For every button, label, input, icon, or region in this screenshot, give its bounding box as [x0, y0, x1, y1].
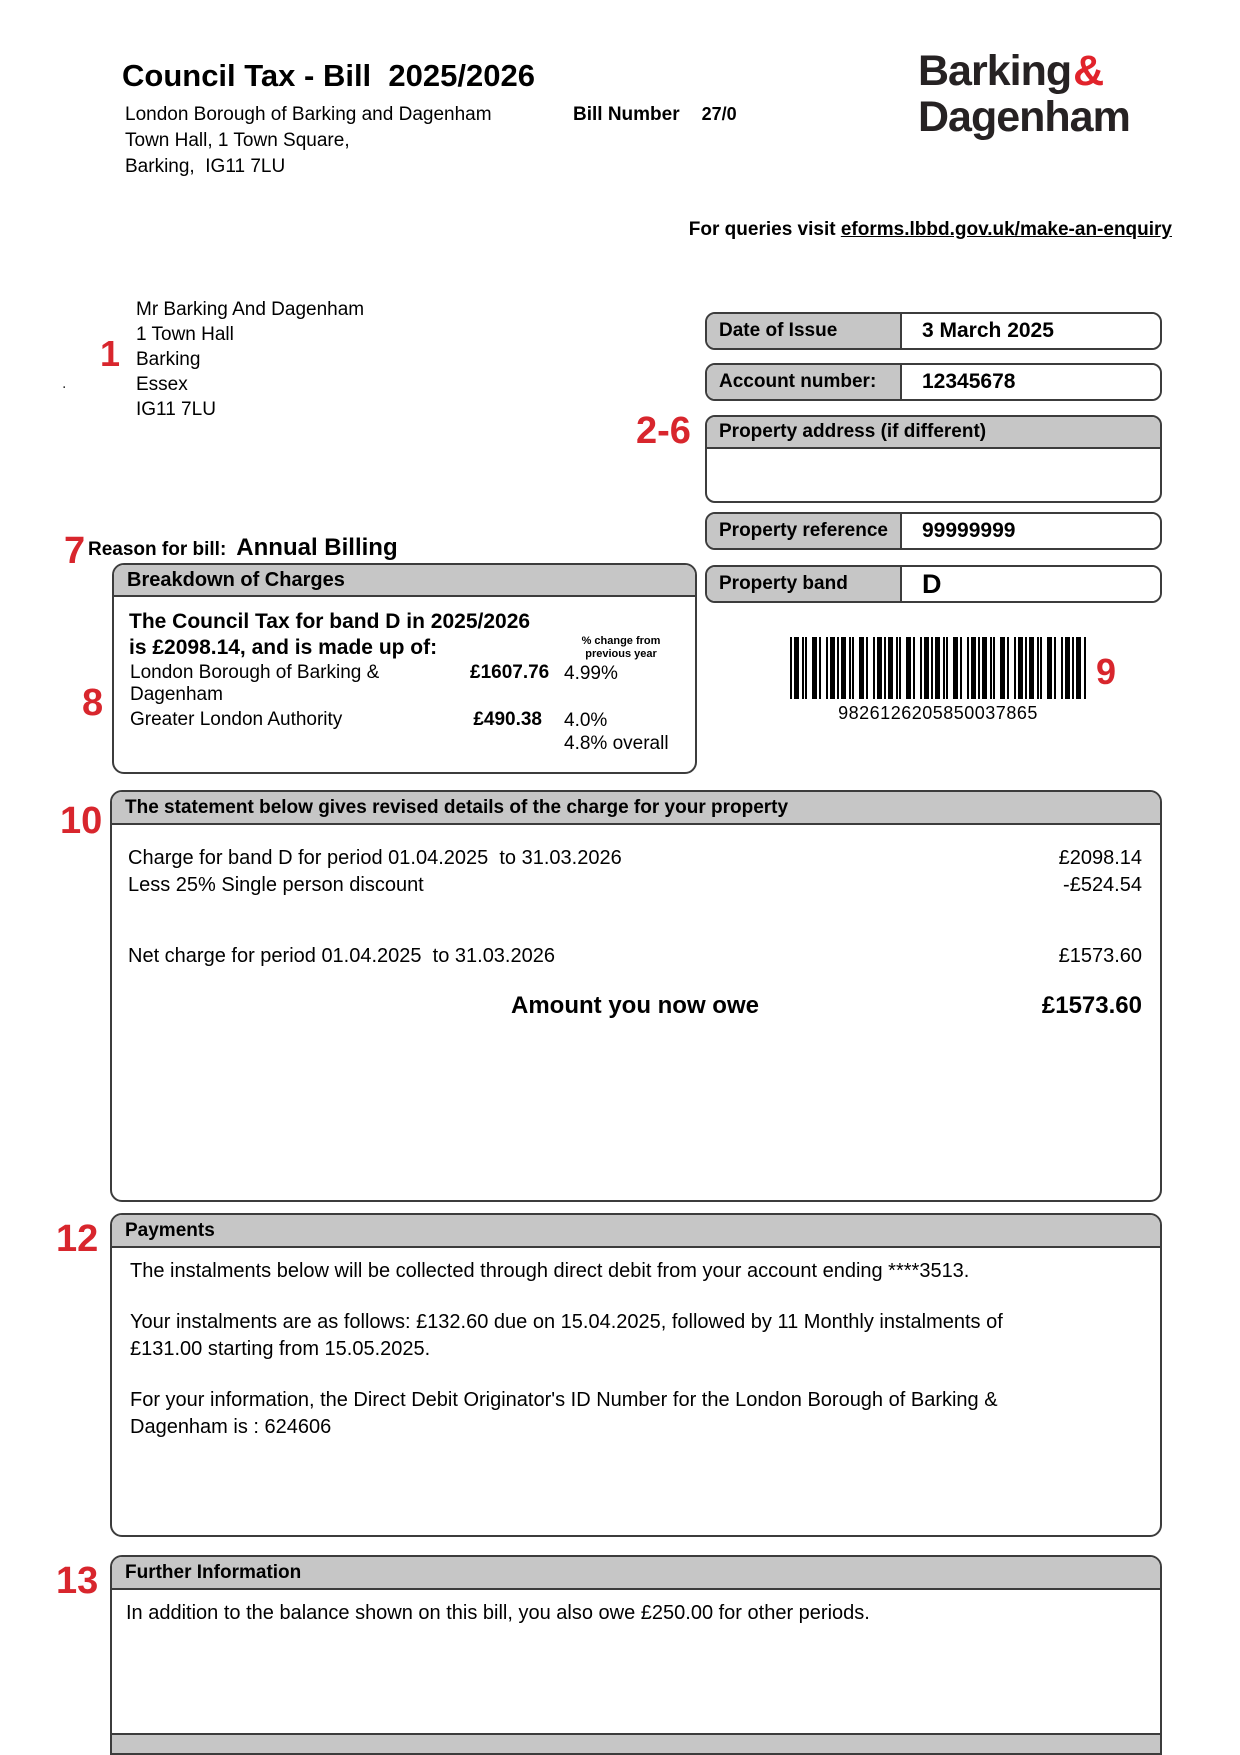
account-number-value: 12345678 — [902, 365, 1160, 399]
logo-word2: Dagenham — [918, 93, 1130, 141]
account-number-label: Account number: — [707, 365, 902, 399]
property-band-row — [705, 565, 1162, 603]
charge-name: Greater London Authority — [130, 709, 343, 730]
account-number-row — [705, 363, 1162, 401]
annotation-2-6: 2-6 — [636, 410, 691, 452]
recipient-line: Mr Barking And Dagenham — [136, 299, 365, 320]
amount-owed-value: £1573.60 — [1041, 992, 1142, 1019]
payments-paragraph: Your instalments are as follows: £132.60 due on 15.04.2025, followed by 11 Monthly instalments of £131.00 starting from 15.05.2025. — [130, 1311, 1003, 1360]
charge-pct-change: 4.99% — [564, 663, 618, 684]
date-of-issue-value: 3 March 2025 — [902, 314, 1160, 348]
council-address — [125, 102, 492, 180]
amount-owed-label: Amount you now owe — [511, 992, 759, 1019]
further-information-header: Further Information — [112, 1557, 1160, 1590]
statement-box — [110, 790, 1162, 1202]
annotation-1: 1 — [100, 333, 121, 374]
annotation-10: 10 — [60, 800, 103, 842]
breakdown-intro-line1: The Council Tax for band D in 2025/2026 — [129, 610, 531, 633]
reason-value: Annual Billing — [236, 534, 398, 561]
further-information-text: In addition to the balance shown on this bill, you also owe £250.00 for other periods. — [126, 1602, 870, 1624]
pct-change-column-header: % change from previous year — [581, 635, 661, 660]
council-address-line: Town Hall, 1 Town Square, — [125, 130, 350, 151]
bill-number-value: 27/0 — [701, 104, 737, 124]
further-information-box — [110, 1555, 1162, 1755]
stray-dot: . — [62, 375, 67, 392]
payments-header: Payments — [112, 1215, 1160, 1248]
annotation-8: 8 — [82, 682, 104, 724]
property-address-label: Property address (if different) — [707, 417, 1160, 449]
annotation-7: 7 — [64, 530, 86, 572]
statement-row-label: Charge for band D for period 01.04.2025 to 31.03.2026 — [128, 847, 622, 869]
property-band-value: D — [902, 567, 1160, 601]
statement-row-amount: -£524.54 — [1063, 874, 1142, 896]
statement-row-label: Net charge for period 01.04.2025 to 31.03.2026 — [128, 945, 555, 967]
logo-word1: Barking — [918, 47, 1072, 95]
annotation-12: 12 — [56, 1218, 99, 1260]
payments-body — [112, 1248, 1160, 1441]
breakdown-intro — [129, 609, 530, 661]
statement-row — [128, 874, 1142, 897]
recipient-line: IG11 7LU — [136, 399, 216, 420]
reason-for-bill — [88, 534, 398, 562]
recipient-line: Essex — [136, 374, 188, 395]
annotation-9: 9 — [1096, 651, 1117, 692]
barcode-number: 9826126205850037865 — [838, 703, 1038, 723]
bill-number-label: Bill Number — [573, 104, 680, 125]
breakdown-row — [130, 709, 689, 755]
breakdown-header: Breakdown of Charges — [114, 565, 695, 597]
breakdown-row — [130, 662, 689, 706]
queries-link[interactable]: eforms.lbbd.gov.uk/make-an-enquiry — [840, 219, 1172, 240]
statement-row — [128, 945, 1142, 968]
statement-row-amount: £2098.14 — [1058, 847, 1142, 869]
statement-header: The statement below gives revised details of the charge for your property — [112, 792, 1160, 825]
barcode — [790, 637, 1086, 699]
payments-paragraph: The instalments below will be collected through direct debit from your account ending ****3513. — [130, 1260, 970, 1282]
charge-amount: £490.38 — [473, 709, 542, 730]
recipient-address — [136, 297, 364, 422]
amount-owed-row — [128, 992, 1142, 1020]
queries-line — [689, 219, 1172, 241]
reason-label: Reason for bill: — [88, 539, 227, 560]
property-reference-row — [705, 512, 1162, 550]
barking-dagenham-logo — [918, 48, 1130, 140]
breakdown-of-charges-box — [112, 563, 697, 774]
bill-number — [573, 104, 737, 126]
payments-box — [110, 1213, 1162, 1537]
cutoff-section-strip — [112, 1733, 1160, 1753]
charge-amount: £1607.76 — [470, 662, 550, 683]
council-address-line: London Borough of Barking and Dagenham — [125, 104, 492, 125]
queries-prefix: For queries visit — [688, 219, 841, 240]
property-band-label: Property band — [707, 567, 902, 601]
property-reference-value: 99999999 — [902, 514, 1160, 548]
property-address-box — [705, 415, 1162, 503]
date-of-issue-row — [705, 312, 1162, 350]
annotation-13: 13 — [56, 1560, 99, 1602]
date-of-issue-label: Date of Issue — [707, 314, 902, 348]
statement-row — [128, 847, 1142, 870]
property-reference-label: Property reference — [707, 514, 902, 548]
statement-row-label: Less 25% Single person discount — [128, 874, 424, 896]
recipient-line: 1 Town Hall — [136, 324, 234, 345]
page-title: Council Tax - Bill 2025/2026 — [122, 58, 535, 93]
charge-pct-change: 4.0% 4.8% overall — [564, 710, 669, 754]
statement-row-amount: £1573.60 — [1058, 945, 1142, 967]
charge-name: London Borough of Barking & Dagenham — [130, 662, 380, 705]
breakdown-intro-line2: is £2098.14, and is made up of: — [129, 636, 438, 659]
council-address-line: Barking, IG11 7LU — [125, 156, 286, 177]
logo-ampersand: & — [1073, 47, 1104, 95]
payments-paragraph: For your information, the Direct Debit Originator's ID Number for the London Borough of Barking & Dagenham is : 624606 — [130, 1389, 998, 1438]
recipient-line: Barking — [136, 349, 201, 370]
